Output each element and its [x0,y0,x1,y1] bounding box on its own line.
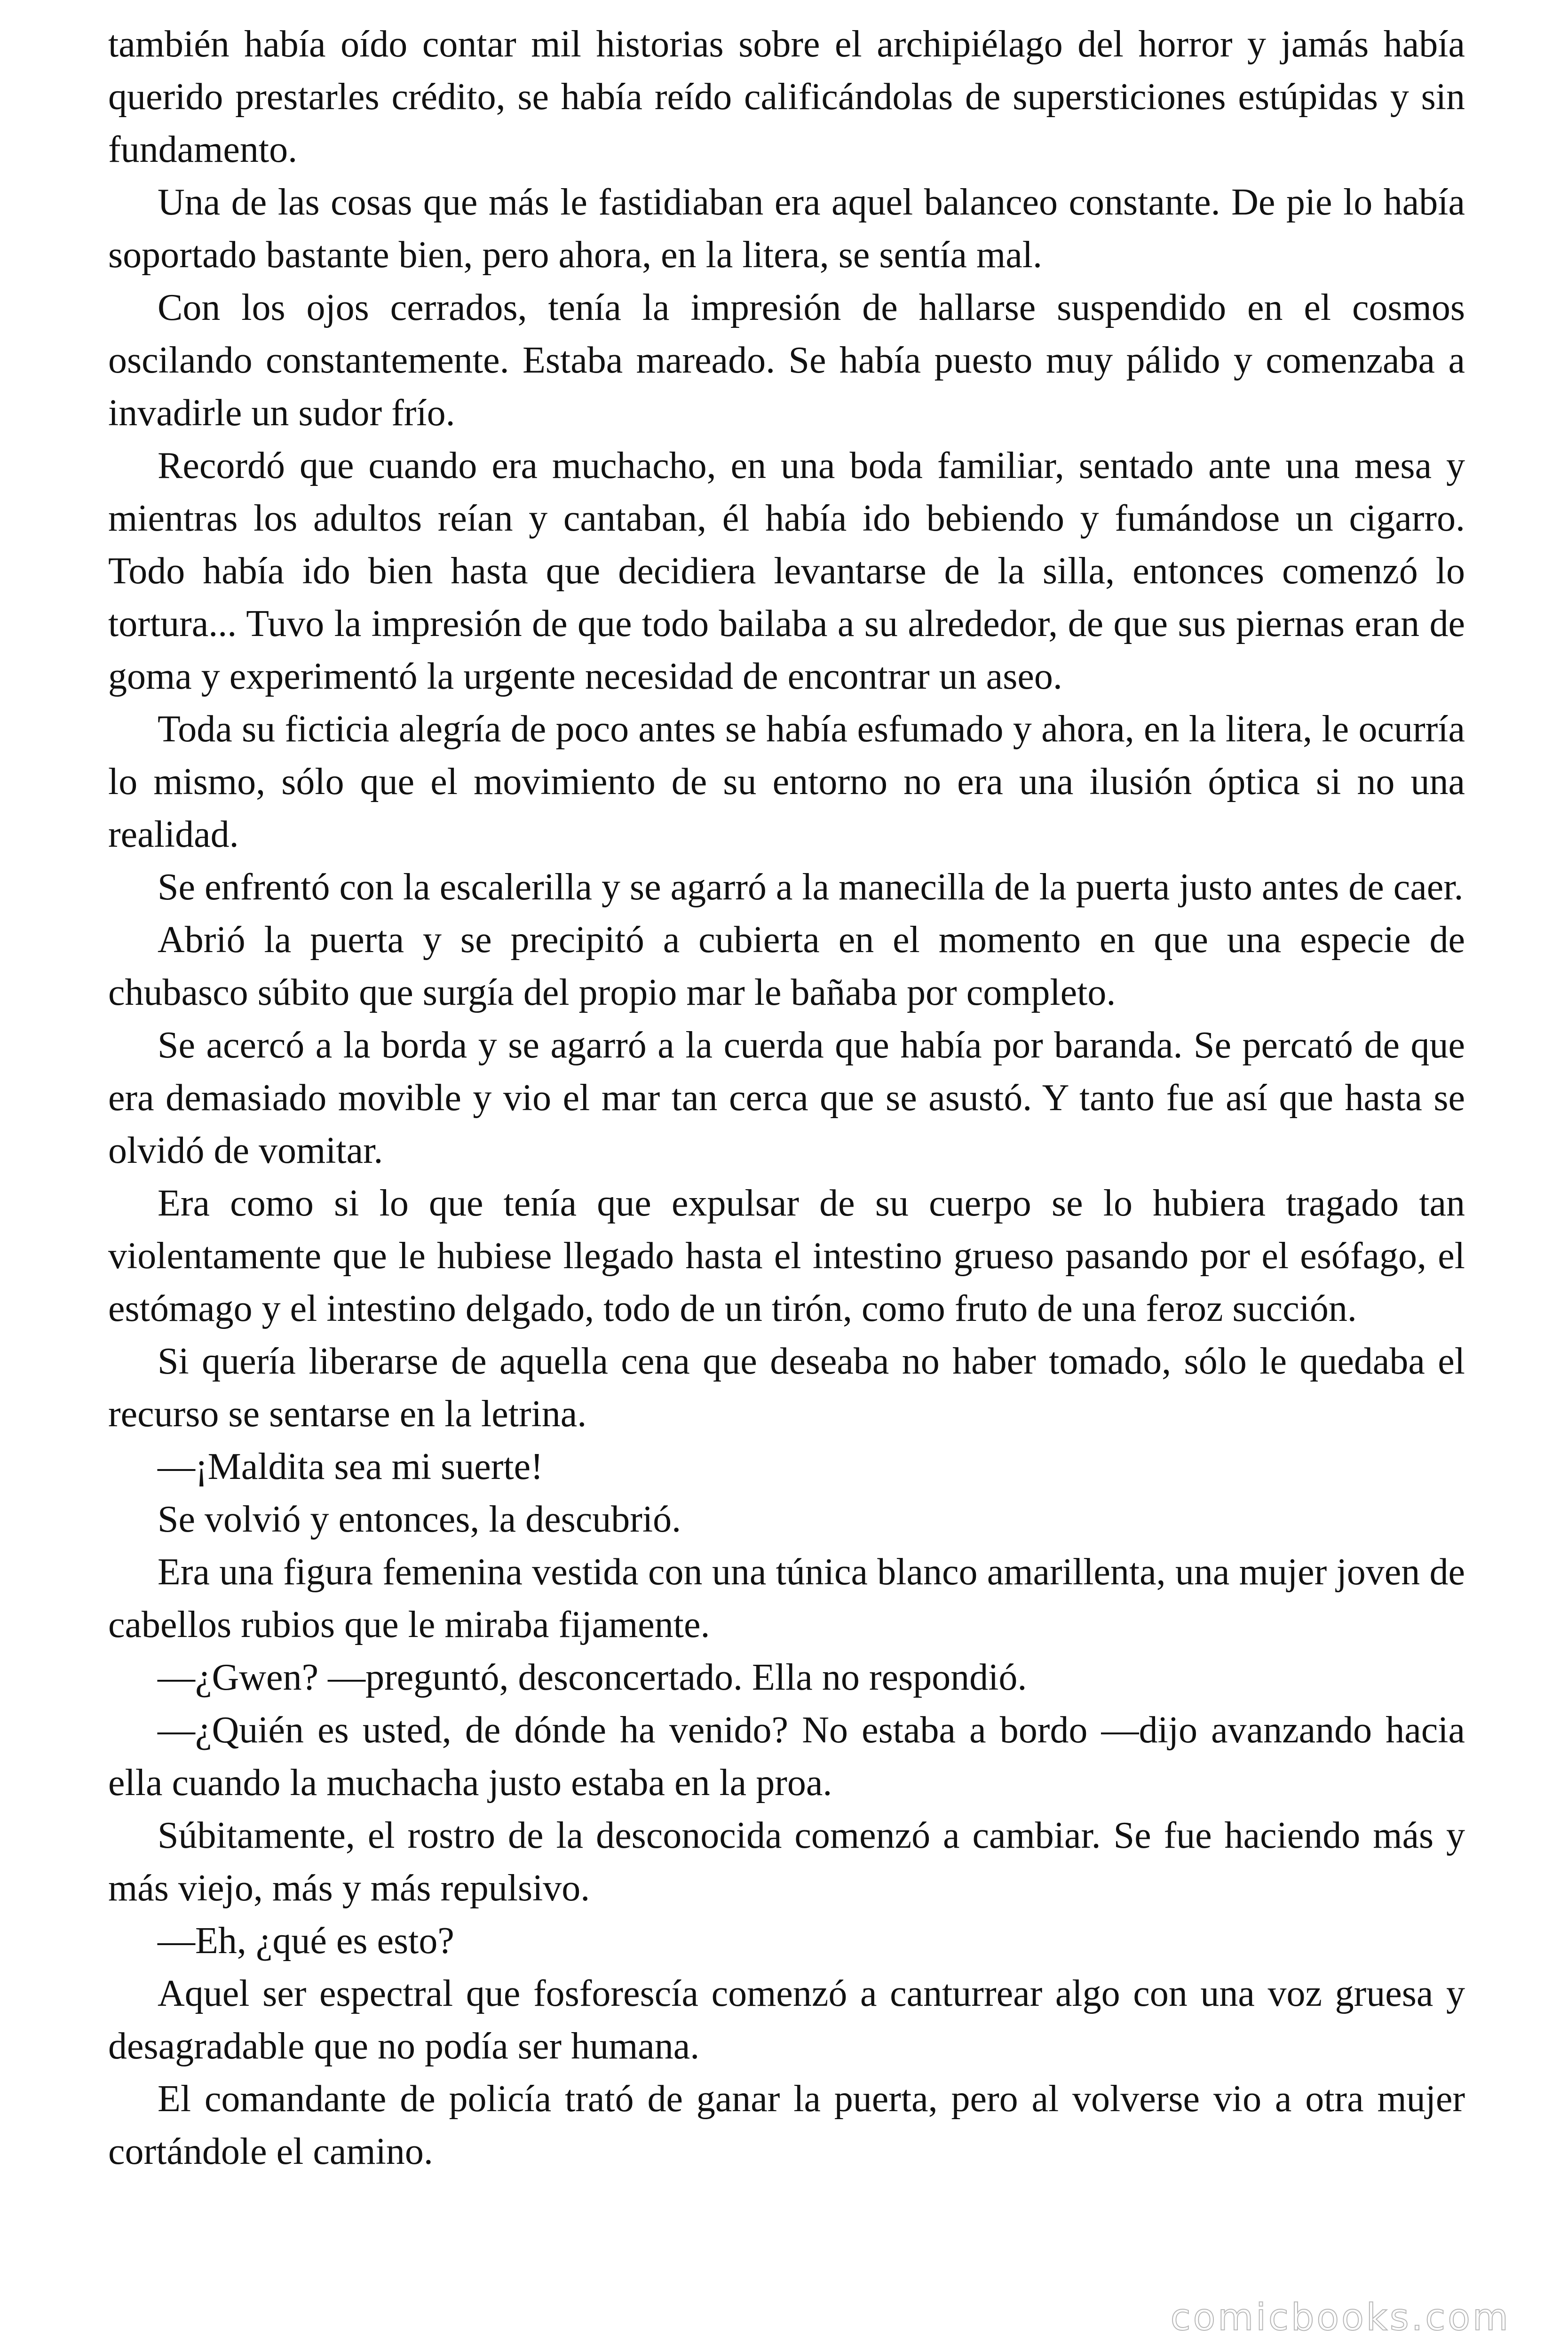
paragraph: Recordó que cuando era muchacho, en una boda familiar, sentado ante una mesa y mientras los adultos reían y cantaban, él había ido bebiendo y fumándose un cigarro. Todo había ido bien hasta que decidiera levantarse de la silla, entonces comenzó lo tortura... Tuvo la impresión de que todo bailaba a su alrededor, de que sus piernas eran de goma y experimentó la urgente necesidad de encontrar un aseo. [108,445,1465,697]
dialogue-line: —¿Quién es usted, de dónde ha venido? No estaba a bordo —dijo avanzando hacia ella cuando la muchacha justo estaba en la proa. [108,1709,1465,1804]
dialogue-line: —Eh, ¿qué es esto? [158,1920,454,1962]
dialogue-line: —¿Gwen? —preguntó, desconcertado. Ella no respondió. [158,1657,1027,1698]
paragraph: Era una figura femenina vestida con una túnica blanco amarillenta, una mujer joven de cabellos rubios que le miraba fijamente. [108,1551,1465,1645]
paragraph: Se volvió y entonces, la descubrió. [158,1499,681,1540]
paragraph: Era como si lo que tenía que expulsar de su cuerpo se lo hubiera tragado tan violentamente que le hubiese llegado hasta el intestino grueso pasando por el esófago, el estómago y el intestino delgado, todo de un tirón, como fruto de una feroz succión. [108,1183,1465,1329]
watermark-logo: comicbooks.com [1170,2296,1511,2339]
paragraph: Una de las cosas que más le fastidiaban era aquel balanceo constante. De pie lo había soportado bastante bien, pero ahora, en la litera, se sentía mal. [108,182,1465,276]
paragraph: también había oído contar mil historias sobre el archipiélago del horror y jamás había querido prestarles crédito, se había reído calificándolas de supersticiones estúpidas y sin fundamento. [108,24,1465,170]
paragraph: El comandante de policía trató de ganar la puerta, pero al volverse vio a otra mujer cortándole el camino. [108,2078,1465,2172]
paragraph: Abrió la puerta y se precipitó a cubierta en el momento en que una especie de chubasco súbito que surgía del propio mar le bañaba por completo. [108,919,1465,1013]
paragraph: Toda su ficticia alegría de poco antes se había esfumado y ahora, en la litera, le ocurría lo mismo, sólo que el movimiento de su entorno no era una ilusión óptica si no una realidad. [108,708,1465,855]
page-text-body [108,18,1465,2299]
paragraph: Se acercó a la borda y se agarró a la cuerda que había por baranda. Se percató de que era demasiado movible y vio el mar tan cerca que se asustó. Y tanto fue así que hasta se olvidó de vomitar. [108,1025,1465,1171]
dialogue-line: —¡Maldita sea mi suerte! [158,1446,543,1487]
paragraph: Con los ojos cerrados, tenía la impresión de hallarse suspendido en el cosmos oscilando constantemente. Estaba mareado. Se había puesto muy pálido y comenzaba a invadirle un sudor frío. [108,287,1465,434]
paragraph: Aquel ser espectral que fosforescía comenzó a canturrear algo con una voz gruesa y desagradable que no podía ser humana. [108,1973,1465,2067]
paragraph: Súbitamente, el rostro de la desconocida comenzó a cambiar. Se fue haciendo más y más viejo, más y más repulsivo. [108,1815,1465,1909]
paragraph: Si quería liberarse de aquella cena que deseaba no haber tomado, sólo le quedaba el recurso se sentarse en la letrina. [108,1341,1465,1435]
paragraph: Se enfrentó con la escalerilla y se agarró a la manecilla de la puerta justo antes de caer. [158,866,1464,908]
